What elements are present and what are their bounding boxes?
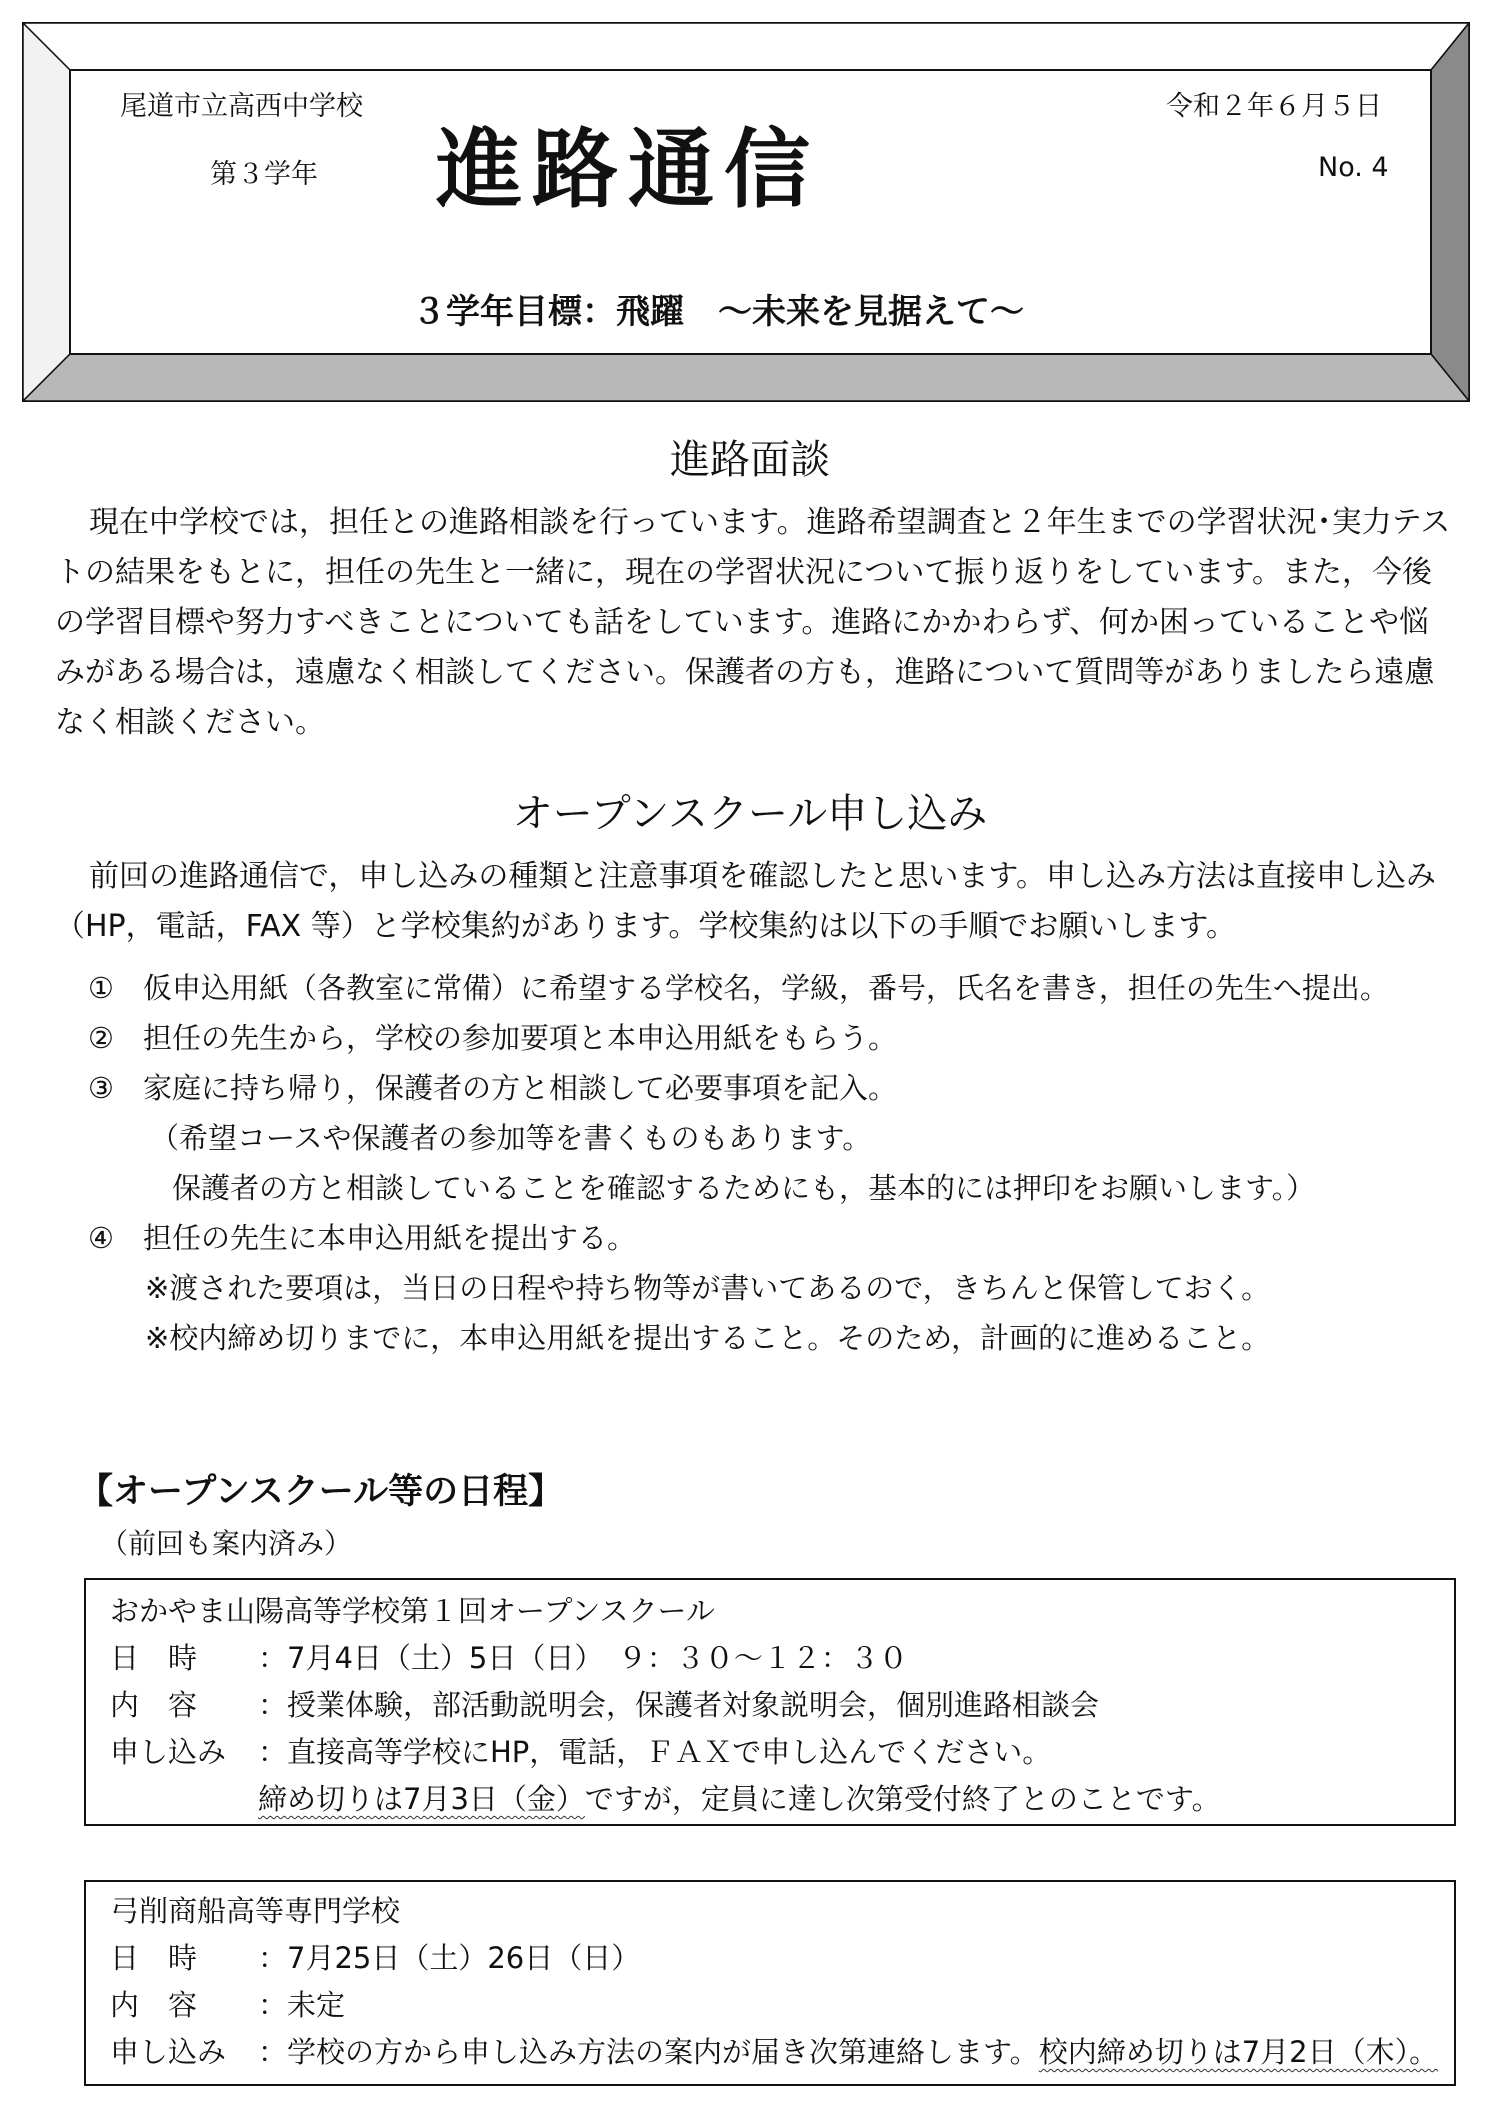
- openschool-intro: [55, 852, 1453, 952]
- event-date-row: [110, 1635, 1221, 1682]
- content-label: 内 容: [110, 1988, 198, 2022]
- step-3: ③ 家庭に持ち帰り，保護者の方と相談して必要事項を記入。: [88, 1071, 897, 1105]
- event-deadline-row: [110, 1776, 1221, 1823]
- step-3-note-2: 保護者の方と相談していることを確認するためにも，基本的には押印をお願いします。）: [172, 1171, 1316, 1205]
- schedule-note: （前回も案内済み）: [100, 1527, 353, 1560]
- school-name: 尾道市立高西中学校: [120, 91, 363, 122]
- event-name: 弓削商船高等専門学校: [110, 1894, 401, 1928]
- event-content: ：授業体験，部活動説明会，保護者対象説明会，個別進路相談会: [258, 1688, 1100, 1722]
- event-apply-row: [110, 1729, 1221, 1776]
- event-deadline-rest: ですが，定員に達し次第受付終了とのことです。: [584, 1782, 1221, 1816]
- event-deadline: 締め切りは7月3日（金）: [258, 1782, 585, 1816]
- issue-date: 令和２年６月５日: [1166, 91, 1382, 122]
- event-apply-row: [110, 2029, 1438, 2076]
- openschool-section-title: オープンスクール申し込み: [512, 791, 988, 837]
- step-4: ④ 担任の先生に本申込用紙を提出する。: [88, 1221, 636, 1255]
- apply-label: 申し込み: [110, 2035, 227, 2069]
- newsletter-title: 進路通信: [436, 120, 820, 220]
- interview-body: 現在中学校では，担任との進路相談を行っています。進路希望調査と２年生までの学習状況･実力テストの結果をもとに，担任の先生と一緒に，現在の学習状況について振り返りをしています。また，今後の学習目標や努力すべきことについても話をしています。進路にかかわらず、何か困っていることや悩みがある場合は，遠慮なく相談してください。保護者の方も，進路について質問等がありましたら遠慮なく相談ください。: [55, 505, 1451, 740]
- event-box-yuge: [84, 1880, 1456, 2086]
- event-date: ：7月4日（土）5日（日） ９：３０～１２：３０: [258, 1641, 908, 1675]
- event-name: おかやま山陽高等学校第１回オープンスクール: [110, 1594, 715, 1628]
- event-content: ：未定: [258, 1988, 346, 2022]
- step-2: ② 担任の先生から，学校の参加要項と本申込用紙をもらう。: [88, 1021, 897, 1055]
- content-label: 内 容: [110, 1688, 198, 1722]
- issue-number: No. 4: [1318, 152, 1389, 183]
- event-deadline: 校内締め切りは7月2日（木）。: [1038, 2035, 1439, 2069]
- openschool-intro-text: 前回の進路通信で，申し込みの種類と注意事項を確認したと思います。申し込み方法は直接申し込み（HP，電話，FAX 等）と学校集約があります。学校集約は以下の手順でお願いします。: [55, 859, 1436, 944]
- event-box-sanyo: [84, 1578, 1456, 1826]
- event-apply: ：学校の方から申し込み方法の案内が届き次第連絡します。: [258, 2035, 1039, 2069]
- event-date-row: [110, 1935, 1438, 1982]
- step-4-note-1: ※渡された要項は，当日の日程や持ち物等が書いてあるので，きちんと保管しておく。: [145, 1271, 1271, 1305]
- date-label: 日 時: [110, 1641, 198, 1675]
- event-content-row: [110, 1982, 1438, 2029]
- apply-label: 申し込み: [110, 1735, 227, 1769]
- event-apply: ：直接高等学校にHP，電話，ＦＡＸで申し込んでください。: [258, 1735, 1052, 1769]
- grade-label: 第３学年: [210, 159, 318, 190]
- schedule-heading: 【オープンスクール等の日程】: [78, 1472, 564, 1512]
- event-content-row: [110, 1682, 1221, 1729]
- interview-section-title: 進路面談: [670, 437, 830, 483]
- grade-motto: ３学年目標：飛躍 ～未来を見据えて～: [412, 292, 1024, 332]
- interview-paragraph: [55, 498, 1453, 748]
- step-1: ① 仮申込用紙（各教室に常備）に希望する学校名，学級，番号，氏名を書き，担任の先生へ提出。: [88, 971, 1389, 1005]
- step-4-note-2: ※校内締め切りまでに，本申込用紙を提出すること。そのため，計画的に進めること。: [145, 1321, 1271, 1355]
- step-3-note-1: （希望コースや保護者の参加等を書くものもあります。: [150, 1121, 872, 1155]
- date-label: 日 時: [110, 1941, 198, 1975]
- event-date: ：7月25日（土）26日（日）: [258, 1941, 641, 1975]
